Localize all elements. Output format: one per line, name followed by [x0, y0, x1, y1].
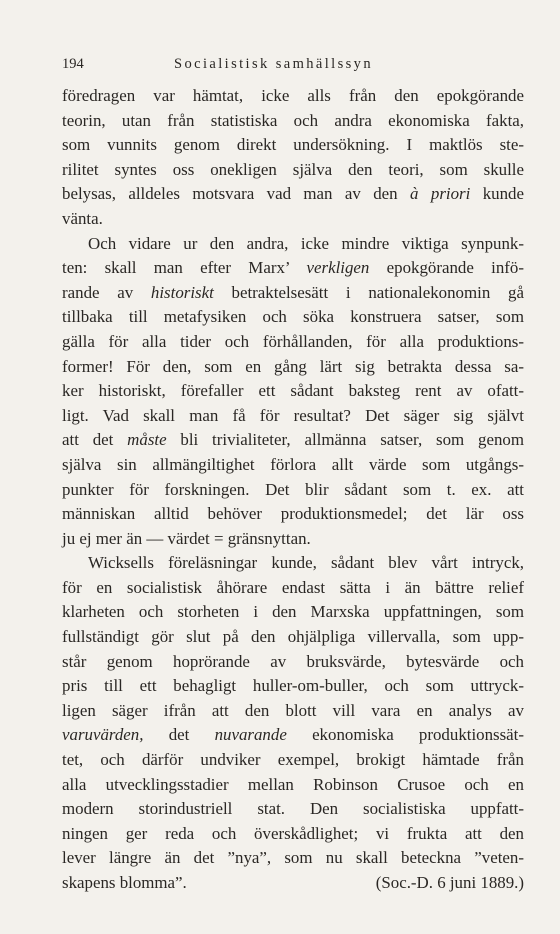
- text-line: som vunnits genom direkt undersökning. I maktlös ste-: [62, 135, 524, 155]
- running-head: [62, 52, 524, 80]
- text-line: ningen ger reda och överskådlighet; vi frukta att den: [62, 823, 524, 843]
- text-line: fullständigt gör slut på den ohjälpliga villervalla, som upp-: [62, 627, 524, 647]
- text-line: för en socialistisk åhörare endast sätta i än bättre relief: [62, 577, 524, 597]
- text-line: ten: skall man efter Marx’ verkligen epokgörande infö-: [62, 258, 524, 278]
- text-line: belysas, alldeles motsvara vad man av den à priori kunde: [62, 184, 524, 204]
- text-line: människan alltid behöver produktionsmedel; det lär oss: [62, 504, 524, 524]
- body-text: [62, 84, 524, 896]
- text-line: rande av historiskt betraktelsesätt i nationalekonomin gå: [62, 282, 524, 302]
- text-line: varuvärden, det nuvarande ekonomiska produktionssät-: [62, 725, 524, 745]
- text-line: vänta.: [62, 208, 103, 228]
- italic-phrase: måste: [127, 430, 167, 450]
- text-line: står genom hoprörande av bruksvärde, bytesvärde och: [62, 651, 524, 671]
- text-line: alla utvecklingsstadier mellan Robinson Crusoe och en: [62, 774, 524, 794]
- text-line: klarheten och storheten i den Marxska uppfattningen, som: [62, 602, 524, 622]
- text-line: själva sin allmängiltighet förlora allt värde som utgångs-: [62, 454, 524, 474]
- text-line: gälla för alla tider och förhållanden, för alla produktions-: [62, 331, 524, 351]
- italic-phrase: verkligen: [306, 258, 370, 278]
- closing-line: [62, 871, 524, 896]
- running-title: Socialistisk samhällssyn: [174, 56, 373, 72]
- text-line: former! För den, som en gång lärt sig betrakta dessa sa-: [62, 356, 524, 376]
- paragraph-1: [62, 84, 524, 232]
- italic-phrase: à priori: [410, 184, 471, 204]
- paragraph-2: [62, 232, 524, 552]
- text-line: föredragen var hämtat, icke alls från den epokgörande: [62, 86, 524, 105]
- citation: (Soc.-D. 6 juni 1889.): [375, 873, 524, 892]
- text-line: att det måste bli trivialiteter, allmänna satser, som genom: [62, 430, 524, 450]
- text-line: teorin, utan från statistiska och andra ekonomiska fakta,: [62, 110, 524, 130]
- text-line: ker historiskt, förefaller ett sådant baksteg rent av ofatt-: [62, 381, 524, 401]
- page-number: 194: [62, 56, 84, 72]
- text-line: punkter för forskningen. Det blir sådant som t. ex. att: [62, 479, 524, 499]
- text-line: tillbaka till metafysiken och söka konstruera satser, som: [62, 307, 524, 327]
- book-page: [62, 52, 524, 896]
- text-line: ligen säger ifrån att den blott vill vara en analys av: [62, 700, 524, 720]
- italic-phrase: nuvarande: [214, 725, 287, 745]
- text-line: ju ej mer än — värdet = gränsnyttan.: [62, 528, 311, 548]
- text-line: modern storindustriell stat. Den socialistiska uppfatt-: [62, 799, 524, 819]
- text-line: tet, och därför undviker exempel, brokigt hämtade från: [62, 750, 524, 770]
- text-line: pris till ett behagligt huller-om-buller, och som uttryck-: [62, 676, 524, 696]
- italic-phrase: varuvärden,: [62, 725, 144, 745]
- text-line: Och vidare ur den andra, icke mindre viktiga synpunk-: [88, 233, 524, 253]
- text-line: ligt. Vad skall man få för resultat? Det säger sig självt: [62, 405, 524, 425]
- text-line: Wicksells föreläsningar kunde, sådant blev vårt intryck,: [88, 553, 524, 573]
- italic-phrase: historiskt: [150, 282, 214, 302]
- text-line: lever längre än det ”nya”, som nu skall beteckna ”veten-: [62, 848, 524, 868]
- text-line: rilitet syntes oss onekligen själva den teori, som skulle: [62, 159, 524, 179]
- paragraph-3: [62, 551, 524, 895]
- closing-text: skapens blomma”.: [62, 873, 187, 892]
